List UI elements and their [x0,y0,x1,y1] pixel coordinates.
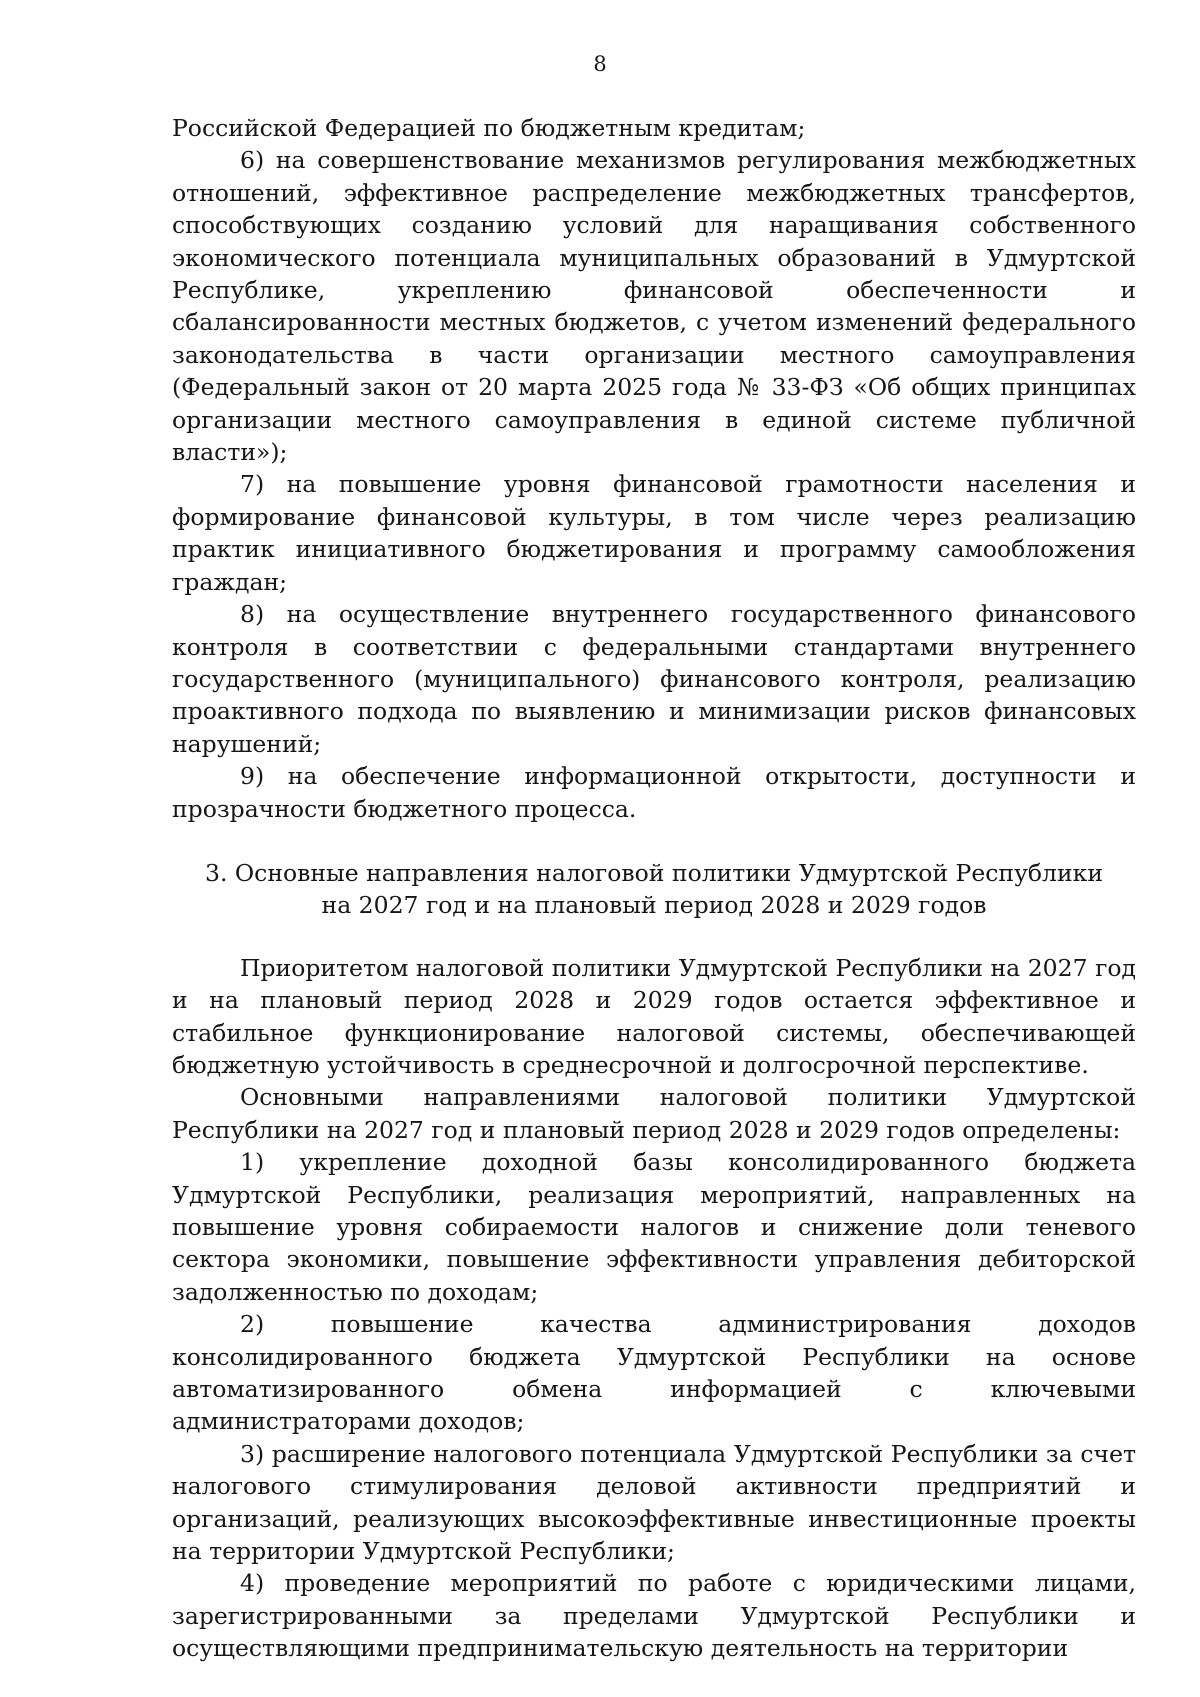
direction-item-2: 2) повышение качества администрирования доходов консолидированного бюджета Удмуртской Республики на основе автоматизированного обмена информацией с ключевыми администраторами доходов; [172,1310,1136,1436]
document-body [172,112,1136,1665]
section-heading-line-2: на 2027 год и на плановый период 2028 и 2029 годов [321,891,987,920]
section-heading-line-1: 3. Основные направления налоговой политики Удмуртской Республики [205,858,1103,887]
list-item-9: 9) на обеспечение информационной открытости, доступности и прозрачности бюджетного процесса. [172,762,1136,823]
list-item-8: 8) на осуществление внутреннего государственного финансового контроля в соответствии с федеральными стандартами внутреннего государственного (муниципального) финансового контроля, реализацию проактивного подхода по выявлению и минимизации рисков финансовых нарушений; [172,600,1136,758]
list-item-7: 7) на повышение уровня финансовой грамотности населения и формирование финансовой культуры, в том числе через реализацию практик инициативного бюджетирования и программу самообложения граждан; [172,470,1136,596]
paragraph-priority: Приоритетом налоговой политики Удмуртской Республики на 2027 год и на плановый период 2028 и 2029 годов остается эффективное и стабильное функционирование налоговой системы, обеспечивающей бюджетную устойчивость в среднесрочной и долгосрочной перспективе. [172,953,1136,1079]
section-heading [172,857,1136,922]
direction-item-4: 4) проведение мероприятий по работе с юридическими лицами, зарегистрированными за пределами Удмуртской Республики и осуществляющими предпринимательскую деятельность на территории [172,1569,1136,1663]
paragraph-continuation: Российской Федерацией по бюджетным кредитам; [172,114,806,142]
direction-item-3: 3) расширение налогового потенциала Удмуртской Республики за счет налогового стимулирования деловой активности предприятий и организаций, реализующих высокоэффективные инвестиционные проекты на территории Удмуртской Республики; [172,1439,1136,1566]
direction-item-1: 1) укрепление доходной базы консолидированного бюджета Удмуртской Республики, реализация мероприятий, направленных на повышение уровня собираемости налогов и снижение доли теневого сектора экономики, повышение эффективности управления дебиторской задолженностью по доходам; [172,1148,1136,1306]
paragraph-directions-intro: Основными направлениями налоговой политики Удмуртской Республики на 2027 год и плановый период 2028 и 2029 годов определены: [172,1083,1136,1144]
list-item-6: 6) на совершенствование механизмов регулирования межбюджетных отношений, эффективное распределение межбюджетных трансфертов, способствующих созданию условий для наращивания собственного экономического потенциала муниципальных образований в Удмуртской Республике, укреплению финансовой обеспеченности и сбалансированности местных бюджетов, с учетом изменений федерального законодательства в части организации местного самоуправления (Федеральный закон от 20 марта 2025 года № 33-ФЗ «Об общих принципах организации местного самоуправления в единой системе публичной власти»); [172,146,1136,467]
page-number: 8 [593,52,607,76]
